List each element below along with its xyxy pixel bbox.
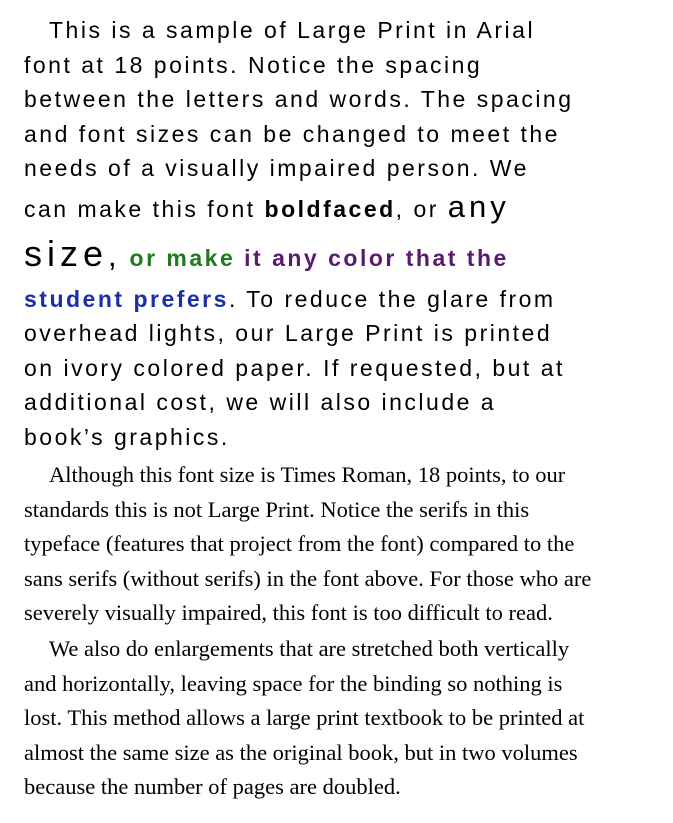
text-run: can make this font xyxy=(24,195,265,222)
text-line xyxy=(24,282,654,317)
purple-text-run: it any color that the xyxy=(244,244,509,271)
text-line: and font sizes can be changed to meet the xyxy=(24,120,560,147)
text-line: Although this font size is Times Roman, 18 points, to our xyxy=(49,462,566,487)
text-line: additional cost, we will also include a xyxy=(24,389,497,415)
text-line: between the letters and words. The spacing xyxy=(24,86,574,112)
enlargement-paragraph xyxy=(24,632,654,805)
text-line: We also do enlargements that are stretched both vertically xyxy=(49,636,570,661)
bold-text-run: boldfaced xyxy=(264,195,396,222)
text-run: , xyxy=(108,237,121,273)
green-text-run: or make xyxy=(129,244,236,271)
text-line: font at 18 points. Notice the spacing xyxy=(24,51,483,78)
text-line: lost. This method allows a large print textbook to be printed at xyxy=(24,705,585,731)
large-text-run: any xyxy=(447,188,510,224)
text-run: . To reduce the glare from xyxy=(228,285,556,312)
blue-text-run: student prefers xyxy=(24,285,229,312)
text-line: This is a sample of Large Print in Arial xyxy=(49,17,536,43)
text-line: book’s graphics. xyxy=(24,423,230,450)
text-line: almost the same size as the original book, but in two volumes xyxy=(24,739,578,765)
times-sample-paragraph xyxy=(24,458,654,631)
text-line: typeface (features that project from the font) compared to the xyxy=(24,531,575,557)
text-line: standards this is not Large Print. Notice the serifs in this xyxy=(24,496,530,522)
arial-sample-paragraph xyxy=(24,13,654,454)
text-line: severely visually impaired, this font is too difficult to read. xyxy=(24,600,553,626)
text-line xyxy=(24,230,654,282)
larger-text-run: size xyxy=(24,232,109,274)
text-line: and horizontally, leaving space for the binding so nothing is xyxy=(24,670,563,696)
text-line xyxy=(24,186,654,230)
text-line: sans serifs (without serifs) in the font above. For those who are xyxy=(24,565,592,591)
text-line: on ivory colored paper. If requested, but at xyxy=(24,354,565,381)
text-line: overhead lights, our Large Print is printed xyxy=(24,320,553,346)
text-line: needs of a visually impaired person. We xyxy=(24,155,529,181)
text-line: because the number of pages are doubled. xyxy=(24,774,401,800)
text-run: , or xyxy=(395,195,448,222)
